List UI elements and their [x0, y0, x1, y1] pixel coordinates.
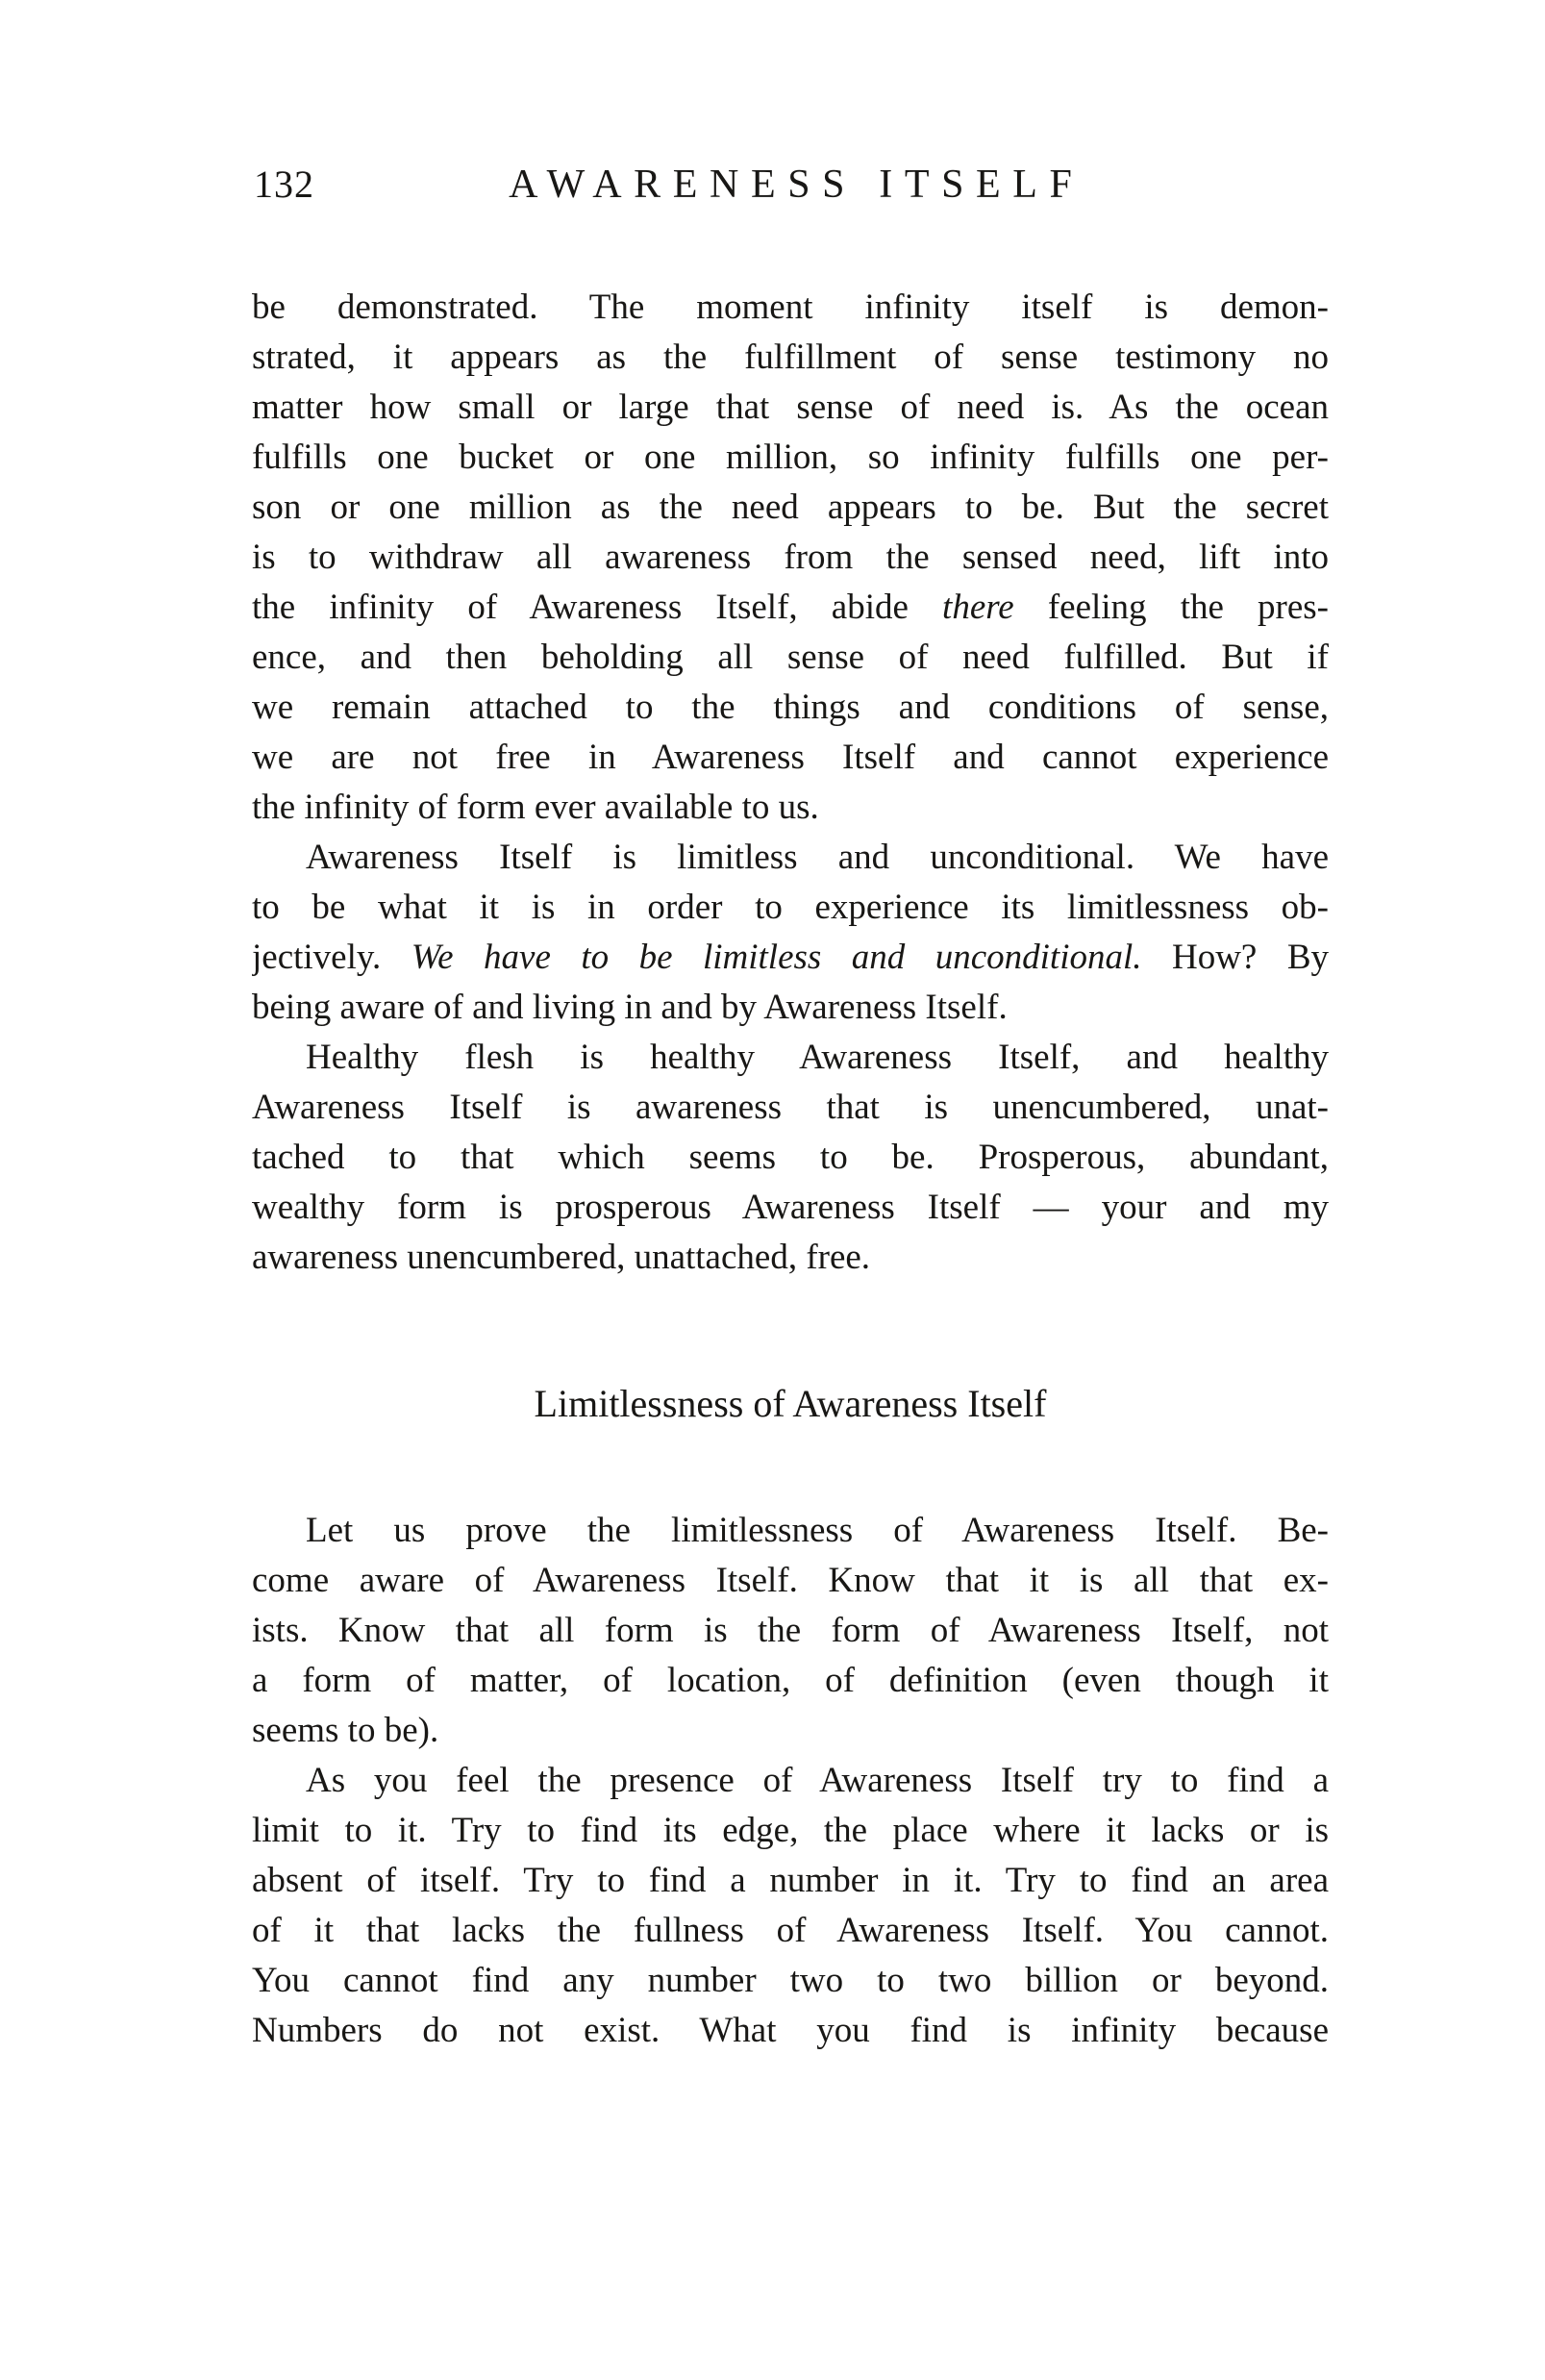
text-run: jectively.: [252, 938, 411, 977]
text-run: ence, and then beholding all sense of need fulfilled. But if: [252, 638, 1329, 677]
text-line: [252, 883, 1329, 933]
text-line: [252, 1606, 1329, 1656]
italic-text-run: there: [942, 588, 1014, 627]
text-run: awareness unencumbered, unattached, free.: [252, 1238, 871, 1277]
text-run: the infinity of form ever available to us.: [252, 788, 819, 827]
text-line: [252, 1233, 1329, 1283]
text-run: we remain attached to the things and conditions of sense,: [252, 688, 1329, 727]
text-line: [252, 433, 1329, 483]
paragraph: [252, 833, 1329, 1033]
text-run: come aware of Awareness Itself. Know that it is all that ex-: [252, 1561, 1329, 1600]
text-run: absent of itself. Try to find a number in it. Try to find an area: [252, 1861, 1329, 1900]
text-run: Awareness Itself is limitless and unconditional. We have: [306, 838, 1329, 877]
text-line: [252, 1083, 1329, 1133]
text-run: ists. Know that all form is the form of Awareness Itself, not: [252, 1611, 1329, 1650]
text-run: feeling the pres-: [1013, 588, 1329, 627]
text-run: Numbers do not exist. What you find is infinity because: [252, 2011, 1329, 2050]
text-run: is to withdraw all awareness from the sensed need, lift into: [252, 538, 1329, 577]
text-run: son or one million as the need appears to be. But the secret: [252, 488, 1329, 527]
text-line: [252, 783, 1329, 833]
text-line: [252, 2006, 1329, 2056]
running-head: AWARENESS ITSELF: [509, 163, 1084, 207]
text-run: to be what it is in order to experience its limitlessness ob-: [252, 888, 1329, 927]
section-heading: Limitlessness of Awareness Itself: [534, 1382, 1047, 1425]
text-line: [252, 1656, 1329, 1706]
paragraph: [252, 1033, 1329, 1283]
text-line: [252, 383, 1329, 433]
page-number: 132: [254, 163, 314, 206]
text-run: As you feel the presence of Awareness Itself try to find a: [306, 1761, 1329, 1800]
text-run: Awareness Itself is awareness that is unencumbered, unat-: [252, 1088, 1329, 1127]
paragraph: [252, 1506, 1329, 1756]
text-line: [252, 1806, 1329, 1856]
text-line: [252, 483, 1329, 533]
text-run: limit to it. Try to find its edge, the place where it lacks or is: [252, 1811, 1329, 1850]
text-run: How? By: [1141, 938, 1329, 977]
text-line: [252, 533, 1329, 583]
text-run: tached to that which seems to be. Prosperous, abundant,: [252, 1138, 1329, 1177]
text-line: [252, 733, 1329, 783]
paragraph: [252, 1756, 1329, 2056]
text-line: [252, 333, 1329, 383]
text-run: fulfills one bucket or one million, so infinity fulfills one per-: [252, 438, 1329, 477]
text-run: we are not free in Awareness Itself and cannot experience: [252, 738, 1329, 777]
text-line: [252, 833, 1329, 883]
text-run: Healthy flesh is healthy Awareness Itself, and healthy: [306, 1038, 1329, 1077]
text-run: Let us prove the limitlessness of Awareness Itself. Be-: [306, 1511, 1329, 1550]
text-line: [252, 633, 1329, 683]
page-header: [252, 162, 1329, 208]
text-line: [252, 1756, 1329, 1806]
text-run: strated, it appears as the fulfillment of sense testimony no: [252, 338, 1329, 377]
text-line: [252, 983, 1329, 1033]
paragraph: [252, 283, 1329, 833]
text-line: [252, 1706, 1329, 1756]
text-line: [252, 1856, 1329, 1906]
text-line: [252, 1133, 1329, 1183]
text-run: wealthy form is prosperous Awareness Itself — your and my: [252, 1188, 1329, 1227]
text-run: being aware of and living in and by Awareness Itself.: [252, 988, 1008, 1027]
italic-text-run: We have to be limitless and unconditional.: [411, 938, 1142, 977]
text-run: seems to be).: [252, 1711, 439, 1750]
text-line: [252, 1556, 1329, 1606]
text-line: [252, 1183, 1329, 1233]
text-run: be demonstrated. The moment infinity itself is demon-: [252, 288, 1329, 327]
text-line: [252, 1033, 1329, 1083]
text-line: [252, 683, 1329, 733]
text-run: the infinity of Awareness Itself, abide: [252, 588, 943, 627]
text-line: [252, 933, 1329, 983]
text-run: of it that lacks the fullness of Awareness Itself. You cannot.: [252, 1911, 1329, 1950]
text-run: a form of matter, of location, of definition (even though it: [252, 1661, 1329, 1700]
text-line: [252, 1956, 1329, 2006]
text-line: [252, 583, 1329, 633]
text-line: [252, 283, 1329, 333]
text-line: [252, 1506, 1329, 1556]
text-line: [252, 1906, 1329, 1956]
body-text: [252, 283, 1329, 2056]
text-run: You cannot find any number two to two billion or beyond.: [252, 1961, 1329, 2000]
text-run: matter how small or large that sense of need is. As the ocean: [252, 388, 1329, 427]
